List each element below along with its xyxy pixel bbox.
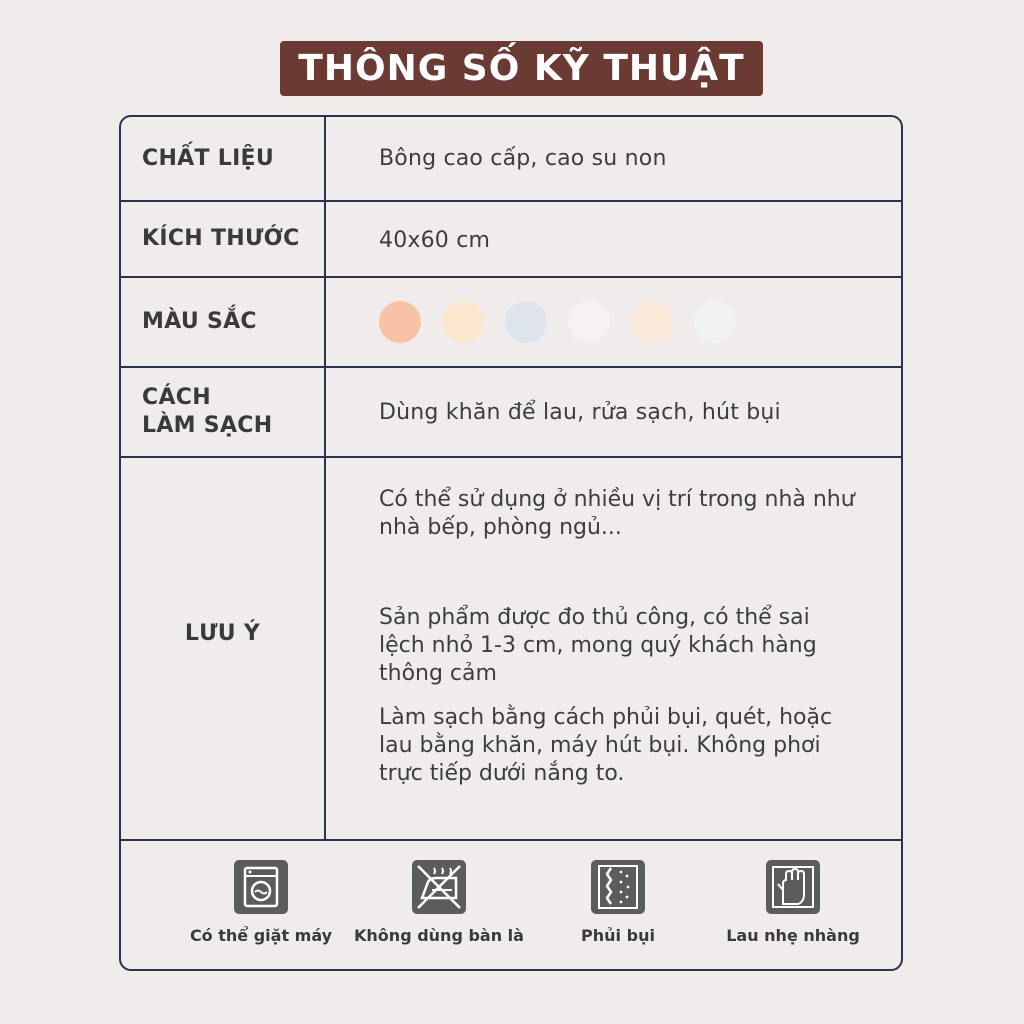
wipe-hand-icon xyxy=(766,860,820,914)
cleaning-label-line1: CÁCH xyxy=(142,385,211,410)
note-usage: Có thể sử dụng ở nhiều vị trí trong nhà như nhà bếp, phòng ngủ... xyxy=(379,487,855,540)
care-label: Lau nhẹ nhàng xyxy=(726,926,860,945)
dust-brush-icon xyxy=(591,860,645,914)
color-swatch-6[interactable] xyxy=(694,301,736,343)
label-cell xyxy=(121,117,326,200)
color-swatch-2[interactable] xyxy=(442,301,484,343)
no-iron-icon xyxy=(412,860,466,914)
cleaning-label-line2: LÀM SẠCH xyxy=(142,413,273,438)
label-cell xyxy=(121,278,326,366)
care-item-dust-off xyxy=(518,841,718,945)
spec-table xyxy=(119,115,903,971)
color-swatch-1[interactable] xyxy=(379,301,421,343)
label-cell xyxy=(121,202,326,276)
care-label: Phủi bụi xyxy=(581,926,655,945)
row-size xyxy=(121,202,901,278)
note-measurement: Sản phẩm được đo thủ công, có thể sai lệch nhỏ 1-3 cm, mong quý khách hàng thông cảm xyxy=(379,605,817,686)
cleaning-value: Dùng khăn để lau, rửa sạch, hút bụi xyxy=(379,399,781,425)
care-item-no-iron xyxy=(339,841,539,945)
care-label: Có thể giặt máy xyxy=(189,926,333,945)
size-value: 40x60 cm xyxy=(379,228,491,253)
value-cell xyxy=(326,368,901,456)
value-cell xyxy=(326,278,901,366)
value-cell xyxy=(326,458,901,839)
care-item-gentle-wipe xyxy=(693,841,893,945)
color-swatch-5[interactable] xyxy=(631,301,673,343)
cleaning-label xyxy=(142,384,272,440)
material-value: Bông cao cấp, cao su non xyxy=(379,146,667,171)
title-banner xyxy=(280,41,763,96)
row-colors xyxy=(121,278,901,368)
color-swatch-4[interactable] xyxy=(568,301,610,343)
row-material xyxy=(121,117,901,202)
size-label: KÍCH THƯỚC xyxy=(142,226,300,251)
note-cleaning: Làm sạch bằng cách phủi bụi, quét, hoặc lau bằng khăn, máy hút bụi. Không phơi trực tiếp dưới nắng to. xyxy=(379,705,833,786)
colors-label: MÀU SẮC xyxy=(142,309,257,334)
value-cell xyxy=(326,117,901,200)
color-swatches xyxy=(379,301,736,343)
care-label: Không dùng bàn là xyxy=(354,926,524,945)
color-swatch-3[interactable] xyxy=(505,301,547,343)
material-label: CHẤT LIỆU xyxy=(142,145,275,171)
page-title: THÔNG SỐ KỸ THUẬT xyxy=(298,48,745,89)
notes-label: LƯU Ý xyxy=(184,620,261,646)
value-cell xyxy=(326,202,901,276)
row-notes xyxy=(121,458,901,841)
care-item-machine-wash xyxy=(161,841,361,945)
washing-machine-icon xyxy=(234,860,288,914)
care-icons-row xyxy=(121,841,901,971)
label-cell xyxy=(121,458,326,839)
row-cleaning xyxy=(121,368,901,458)
label-cell xyxy=(121,368,326,456)
